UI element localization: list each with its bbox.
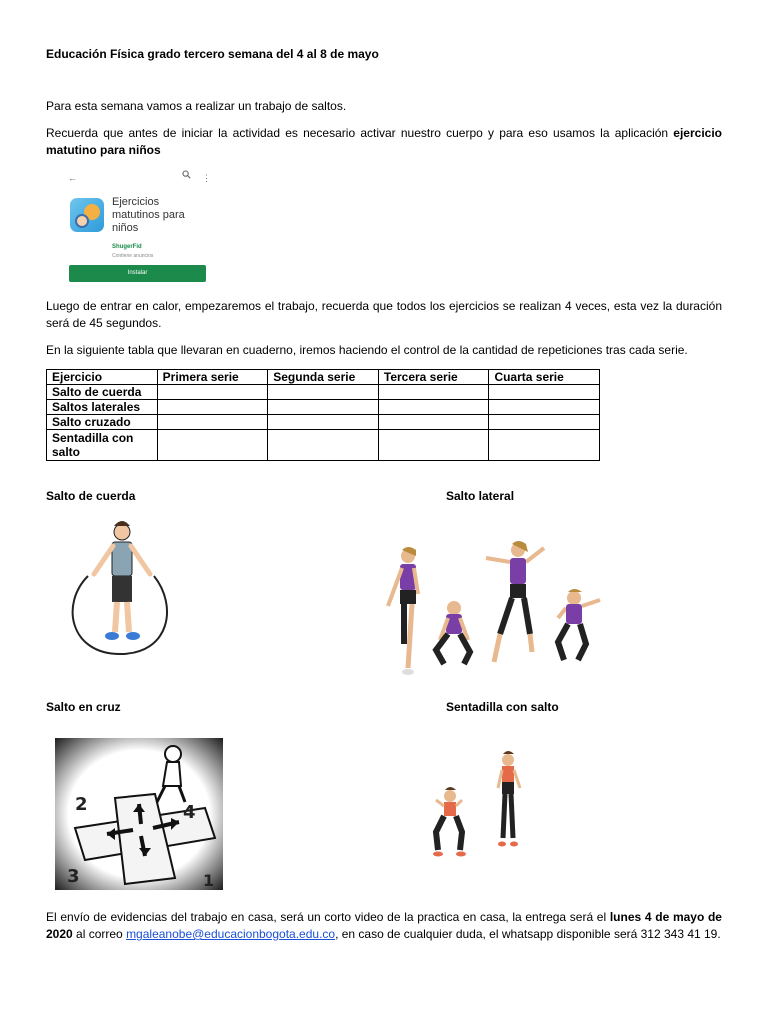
app-name-bold: ejercicio matutino para niños bbox=[46, 126, 722, 157]
table-cell bbox=[157, 430, 268, 461]
cross-number-2: 2 bbox=[75, 794, 88, 815]
table-cell bbox=[268, 430, 379, 461]
table-cell bbox=[268, 385, 379, 400]
label-jump-rope: Salto de cuerda bbox=[46, 489, 136, 503]
table-cell bbox=[489, 430, 600, 461]
table-cell bbox=[268, 415, 379, 430]
table-cell bbox=[489, 385, 600, 400]
header-primera: Primera serie bbox=[157, 370, 268, 385]
cross-number-1: 1 bbox=[203, 871, 215, 890]
cross-number-4: 4 bbox=[183, 802, 196, 823]
table-cell bbox=[378, 400, 489, 415]
label-cross: Salto en cruz bbox=[46, 700, 121, 714]
app-icon-kid bbox=[75, 214, 89, 228]
evidence-text-b: al correo bbox=[72, 927, 127, 941]
table-row bbox=[47, 415, 600, 430]
squat-jump-image bbox=[428, 748, 538, 864]
table-cell bbox=[489, 415, 600, 430]
table-row bbox=[47, 385, 600, 400]
jump-rope-image bbox=[50, 514, 186, 666]
row-exercise: Salto de cuerda bbox=[47, 385, 158, 400]
search-icon[interactable] bbox=[182, 170, 191, 179]
warmup-paragraph bbox=[46, 125, 722, 159]
app-icon bbox=[70, 198, 104, 232]
warmup-done-paragraph: Luego de entrar en calor, empezaremos el trabajo, recuerda que todos los ejercicios se realizan 4 veces, esta vez la duración será de 45 segundos. bbox=[46, 299, 722, 330]
label-lateral: Salto lateral bbox=[446, 489, 515, 503]
cross-jump-image bbox=[55, 738, 223, 890]
evidence-paragraph bbox=[46, 909, 722, 943]
app-developer[interactable]: ShugerFid bbox=[112, 244, 142, 250]
evidence-text-c: , en caso de cualquier duda, el whatsapp disponible será 312 343 41 19. bbox=[335, 927, 721, 941]
table-cell bbox=[157, 400, 268, 415]
table-row bbox=[47, 400, 600, 415]
evidence-text-a: El envío de evidencias del trabajo en casa, será un corto video de la practica en casa, la entrega será el bbox=[46, 910, 610, 924]
repetitions-table bbox=[46, 369, 600, 461]
more-vert-icon[interactable]: ⋮ bbox=[202, 173, 211, 183]
arrow-left-icon[interactable]: ← bbox=[68, 173, 77, 183]
row-exercise: Saltos laterales bbox=[47, 400, 158, 415]
app-ads-note: Contiene anuncios bbox=[112, 253, 154, 259]
table-cell bbox=[378, 430, 489, 461]
table-intro-paragraph: En la siguiente tabla que llevaran en cuaderno, iremos haciendo el control de la cantidad de repeticiones tras cada serie. bbox=[46, 343, 688, 357]
table-cell bbox=[157, 415, 268, 430]
table-header-row bbox=[47, 370, 600, 385]
install-button[interactable]: Instalar bbox=[69, 265, 206, 282]
table-cell bbox=[378, 385, 489, 400]
warmup-text: Recuerda que antes de iniciar la actividad es necesario activar nuestro cuerpo y para eso usamos la aplicación bbox=[46, 126, 674, 140]
app-name: Ejercicios matutinos para niños bbox=[112, 196, 185, 234]
due-date: lunes 4 de mayo de 2020 bbox=[46, 910, 722, 941]
row-exercise: Sentadilla con salto bbox=[47, 430, 158, 461]
intro-paragraph: Para esta semana vamos a realizar un trabajo de saltos. bbox=[46, 99, 347, 113]
header-tercera: Tercera serie bbox=[378, 370, 489, 385]
table-cell bbox=[157, 385, 268, 400]
header-cuarta: Cuarta serie bbox=[489, 370, 600, 385]
header-segunda: Segunda serie bbox=[268, 370, 379, 385]
header-ejercicio: Ejercicio bbox=[47, 370, 158, 385]
lateral-jump-image bbox=[378, 522, 608, 678]
label-squat: Sentadilla con salto bbox=[446, 700, 559, 714]
table-cell bbox=[378, 415, 489, 430]
table-cell bbox=[268, 400, 379, 415]
app-store-card bbox=[66, 166, 210, 286]
table-row bbox=[47, 430, 600, 461]
email-link[interactable]: mgaleanobe@educacionbogota.edu.co bbox=[126, 927, 336, 941]
table-cell bbox=[489, 400, 600, 415]
app-store-toolbar bbox=[66, 170, 210, 184]
cross-number-3: 3 bbox=[67, 866, 80, 887]
row-exercise: Salto cruzado bbox=[47, 415, 158, 430]
page-title: Educación Física grado tercero semana del 4 al 8 de mayo bbox=[46, 47, 379, 61]
